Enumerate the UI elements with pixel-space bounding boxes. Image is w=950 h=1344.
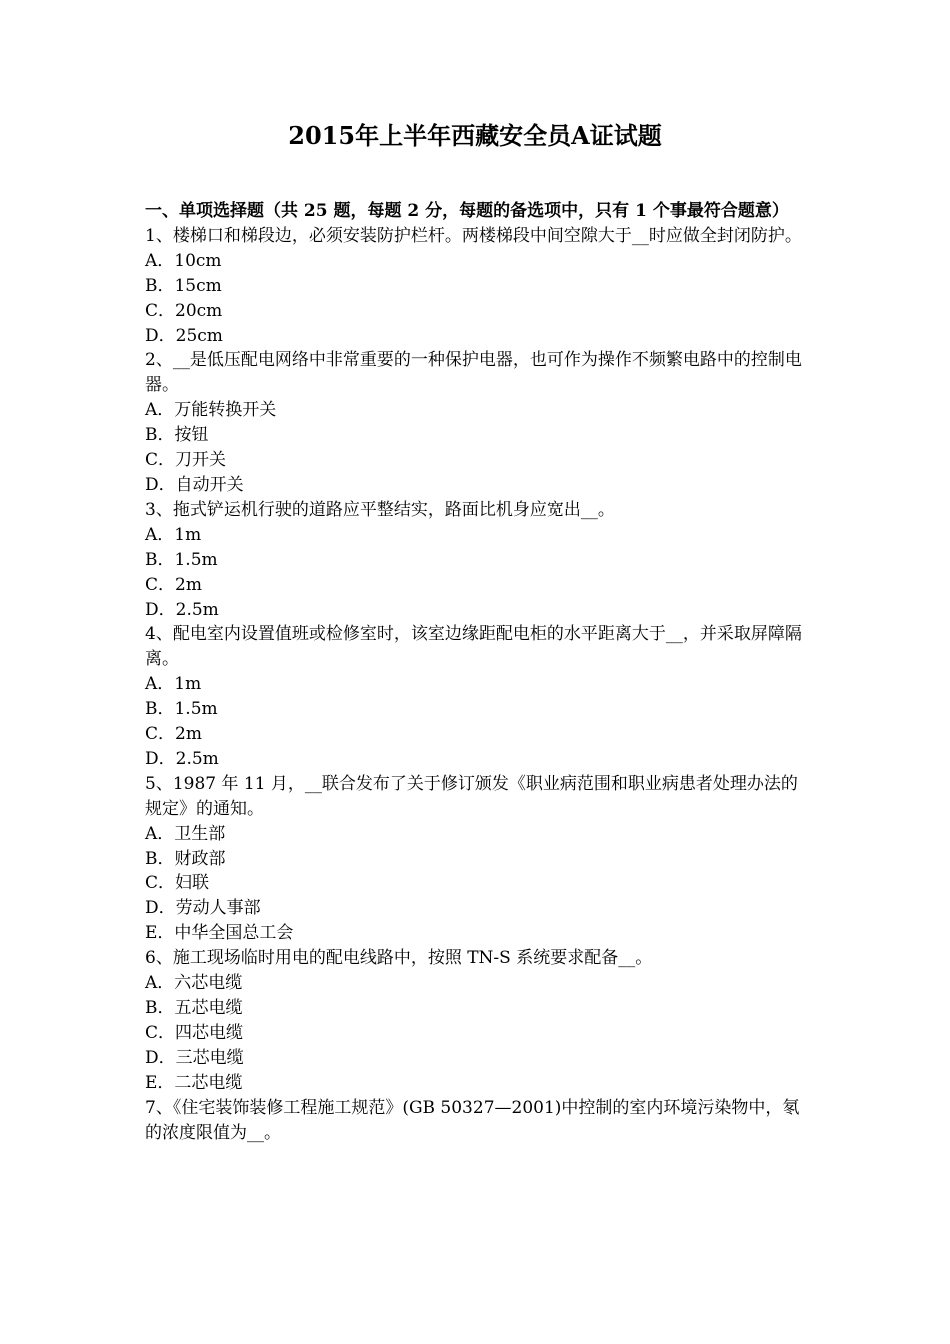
option-d: D．劳动人事部 (145, 898, 261, 919)
option-c: C．四芯电缆 (145, 1022, 244, 1043)
option-b: B．1.5m (145, 699, 218, 720)
question-text: 3、拖式铲运机行驶的道路应平整结实，路面比机身应宽出__。 (145, 499, 615, 520)
option-e: E．中华全国总工会 (145, 923, 294, 944)
option-d: D．三芯电缆 (145, 1047, 244, 1068)
question-text: 4、配电室内设置值班或检修室时，该室边缘距配电柜的水平距离大于__，并采取屏障隔离。 (145, 624, 802, 670)
question-text: 7、《住宅装饰装修工程施工规范》(GB 50327—2001)中控制的室内环境污染物中，氡的浓度限值为__。 (145, 1097, 800, 1143)
option-c: C．20cm (145, 300, 223, 321)
question-text: 1、楼梯口和梯段边，必须安装防护栏杆。两楼梯段中间空隙大于__时应做全封闭防护。 (145, 225, 802, 246)
option-b: B．15cm (145, 275, 222, 296)
option-a: A．10cm (145, 250, 222, 271)
question-3 (145, 498, 810, 623)
question-4 (145, 622, 810, 771)
option-c: C．2m (145, 724, 202, 745)
option-a: A．卫生部 (145, 823, 226, 844)
option-b: B．按钮 (145, 425, 209, 446)
option-b: B．五芯电缆 (145, 998, 243, 1018)
option-a: A．万能转换开关 (145, 400, 277, 421)
option-a: A．六芯电缆 (145, 973, 243, 994)
question-7 (145, 1096, 810, 1146)
question-1 (145, 224, 810, 349)
question-text: 2、__是低压配电网络中非常重要的一种保护电器，也可作为操作不频繁电路中的控制电器。 (145, 350, 802, 396)
option-e: E．二芯电缆 (145, 1072, 243, 1093)
option-c: C．2m (145, 574, 202, 595)
option-d: D．2.5m (145, 748, 219, 769)
section-heading: 一、单项选择题（共 25 题，每题 2 分，每题的备选项中，只有 1 个事最符合题意） (145, 201, 789, 221)
option-d: D．2.5m (145, 599, 219, 620)
option-b: B．财政部 (145, 848, 226, 869)
option-a: A．1m (145, 674, 202, 695)
option-b: B．1.5m (145, 549, 218, 570)
question-text: 5、1987 年 11 月，__联合发布了关于修订颁发《职业病范围和职业病患者处理办法的规定》的通知。 (145, 773, 798, 819)
option-c: C．刀开关 (145, 450, 227, 471)
document-title: 2015年上半年西藏安全员A证试题 (288, 121, 662, 150)
option-a: A．1m (145, 524, 202, 545)
option-c: C．妇联 (145, 873, 210, 894)
question-5 (145, 772, 810, 946)
question-text: 6、施工现场临时用电的配电线路中，按照 TN-S 系统要求配备__。 (145, 948, 653, 969)
option-d: D．自动开关 (145, 474, 244, 495)
question-2 (145, 348, 810, 497)
question-6 (145, 946, 810, 1095)
document-body (145, 199, 810, 1145)
option-d: D．25cm (145, 325, 223, 346)
